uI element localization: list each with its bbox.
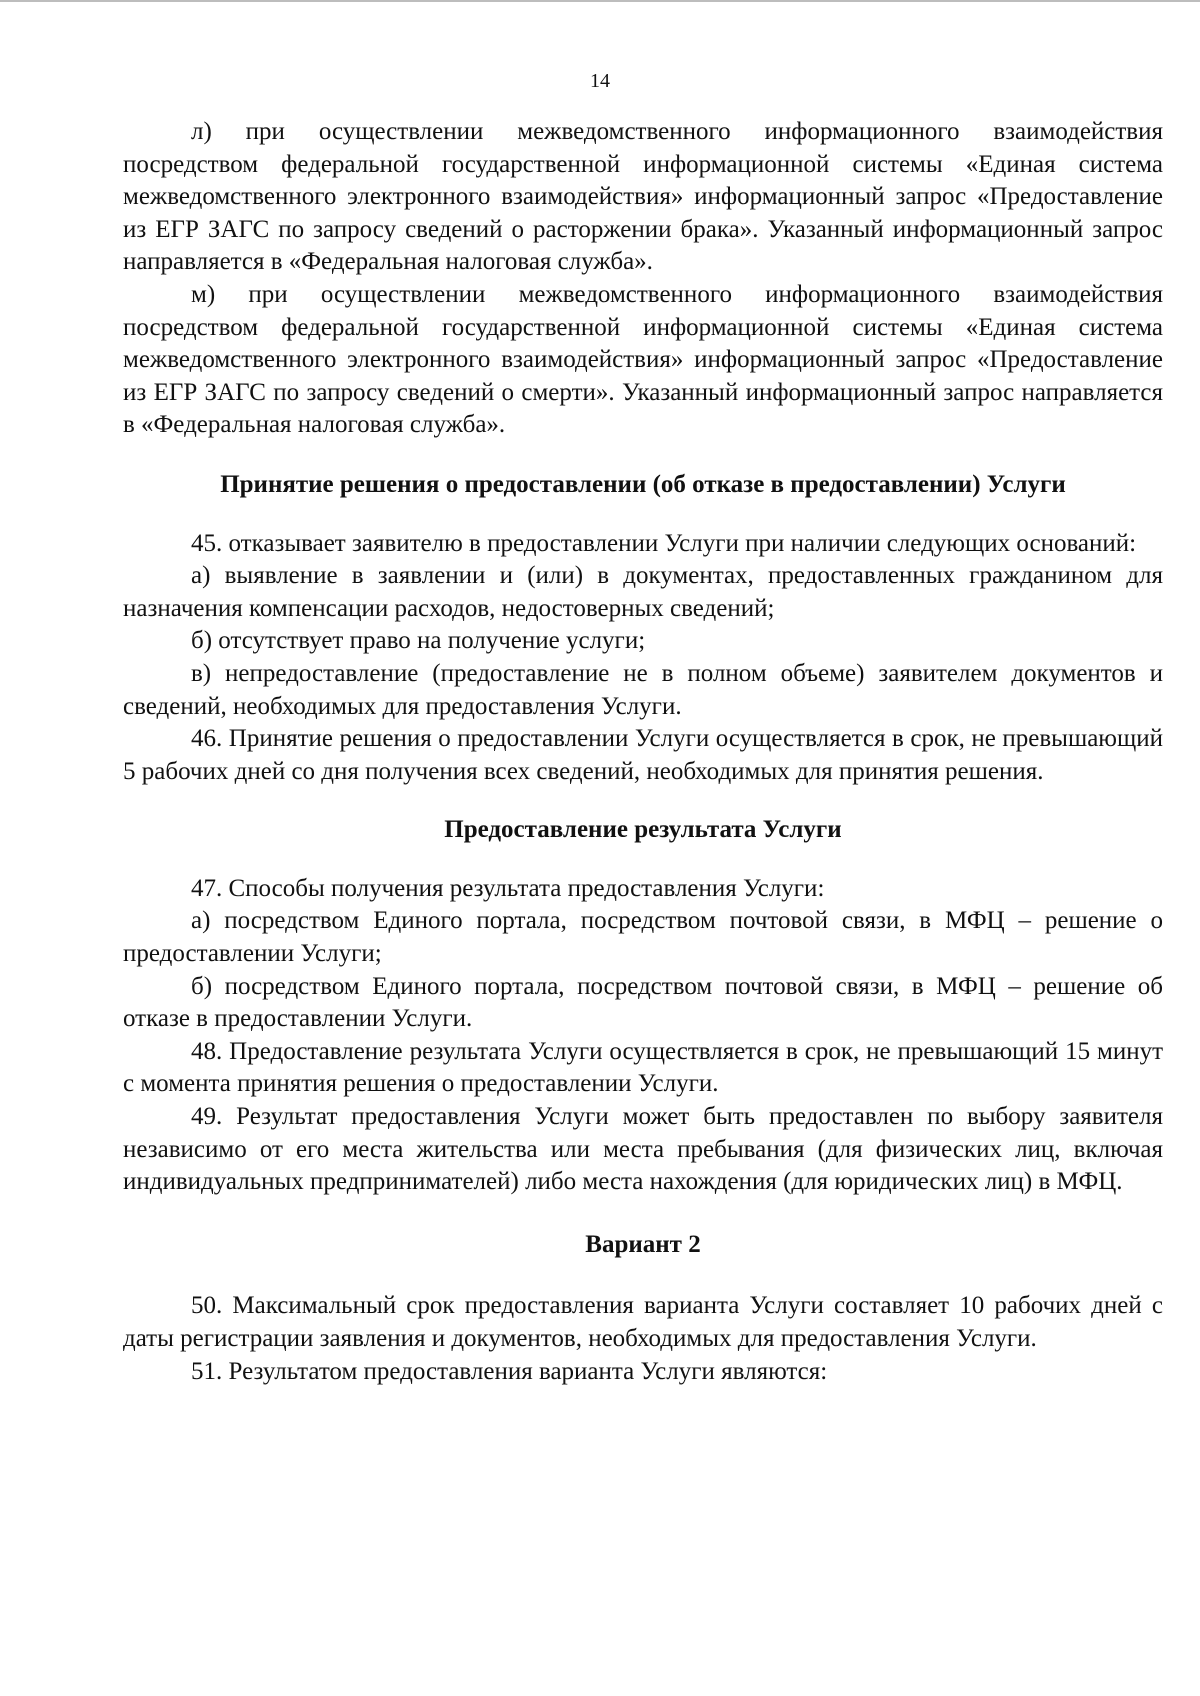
paragraph-51: 51. Результатом предоставления варианта Услуги являются: — [191, 1357, 828, 1385]
page-top-edge — [0, 0, 1200, 2]
paragraph-50: 50. Максимальный срок предоставления варианта Услуги составляет 10 рабочих дней с даты регистрации заявления и документов, необходимых для предоставления Услуги. — [123, 1292, 1163, 1352]
paragraph-45a: а) выявление в заявлении и (или) в документах, предоставленных гражданином для назначения компенсации расходов, недостоверных сведений; — [123, 562, 1163, 622]
paragraph-45: 45. отказывает заявителю в предоставлении Услуги при наличии следующих оснований: — [191, 529, 1137, 557]
heading-decision: Принятие решения о предоставлении (об отказе в предоставлении) Услуги — [220, 470, 1066, 498]
paragraph-46: 46. Принятие решения о предоставлении Услуги осуществляется в срок, не превышающий 5 рабочих дней со дня получения всех сведений, необходимых для принятия решения. — [123, 725, 1163, 785]
paragraph-45b: б) отсутствует право на получение услуги; — [191, 627, 646, 655]
paragraph-m: м) при осуществлении межведомственного информационного взаимодействия посредством федеральной государственной информационной системы «Единая система межведомственного электронного взаимодействия» информационный запрос «Предоставление из ЕГР ЗАГС по запросу сведений о смерти». Указанный информационный запрос направляется в «Федеральная налоговая служба». — [123, 280, 1163, 439]
paragraph-47a: а) посредством Единого портала, посредством почтовой связи, в МФЦ – решение о предоставлении Услуги; — [123, 907, 1163, 968]
document-body — [123, 116, 1163, 1388]
heading-result: Предоставление результата Услуги — [444, 816, 842, 844]
page-number: 14 — [590, 70, 610, 92]
heading-variant-2: Вариант 2 — [585, 1230, 701, 1258]
paragraph-l: л) при осуществлении межведомственного информационного взаимодействия посредством федеральной государственной информационной системы «Единая система межведомственного электронного взаимодействия» информационный запрос «Предоставление из ЕГР ЗАГС по запросу сведений о расторжении брака». Указанный информационный запрос направляется в «Федеральная налоговая служба». — [123, 118, 1163, 276]
paragraph-47: 47. Способы получения результата предоставления Услуги: — [191, 874, 825, 902]
paragraph-45c: в) непредоставление (предоставление не в полном объеме) заявителем документов и сведений, необходимых для предоставления Услуги. — [123, 659, 1163, 720]
paragraph-47b: б) посредством Единого портала, посредством почтовой связи, в МФЦ – решение об отказе в предоставлении Услуги. — [123, 972, 1163, 1033]
paragraph-49: 49. Результат предоставления Услуги может быть предоставлен по выбору заявителя независимо от его места жительства или места пребывания (для физических лиц, включая индивидуальных предпринимателей) либо места нахождения (для юридических лиц) в МФЦ. — [123, 1103, 1163, 1196]
paragraph-48: 48. Предоставление результата Услуги осуществляется в срок, не превышающий 15 минут с момента принятия решения о предоставлении Услуги. — [123, 1037, 1163, 1098]
